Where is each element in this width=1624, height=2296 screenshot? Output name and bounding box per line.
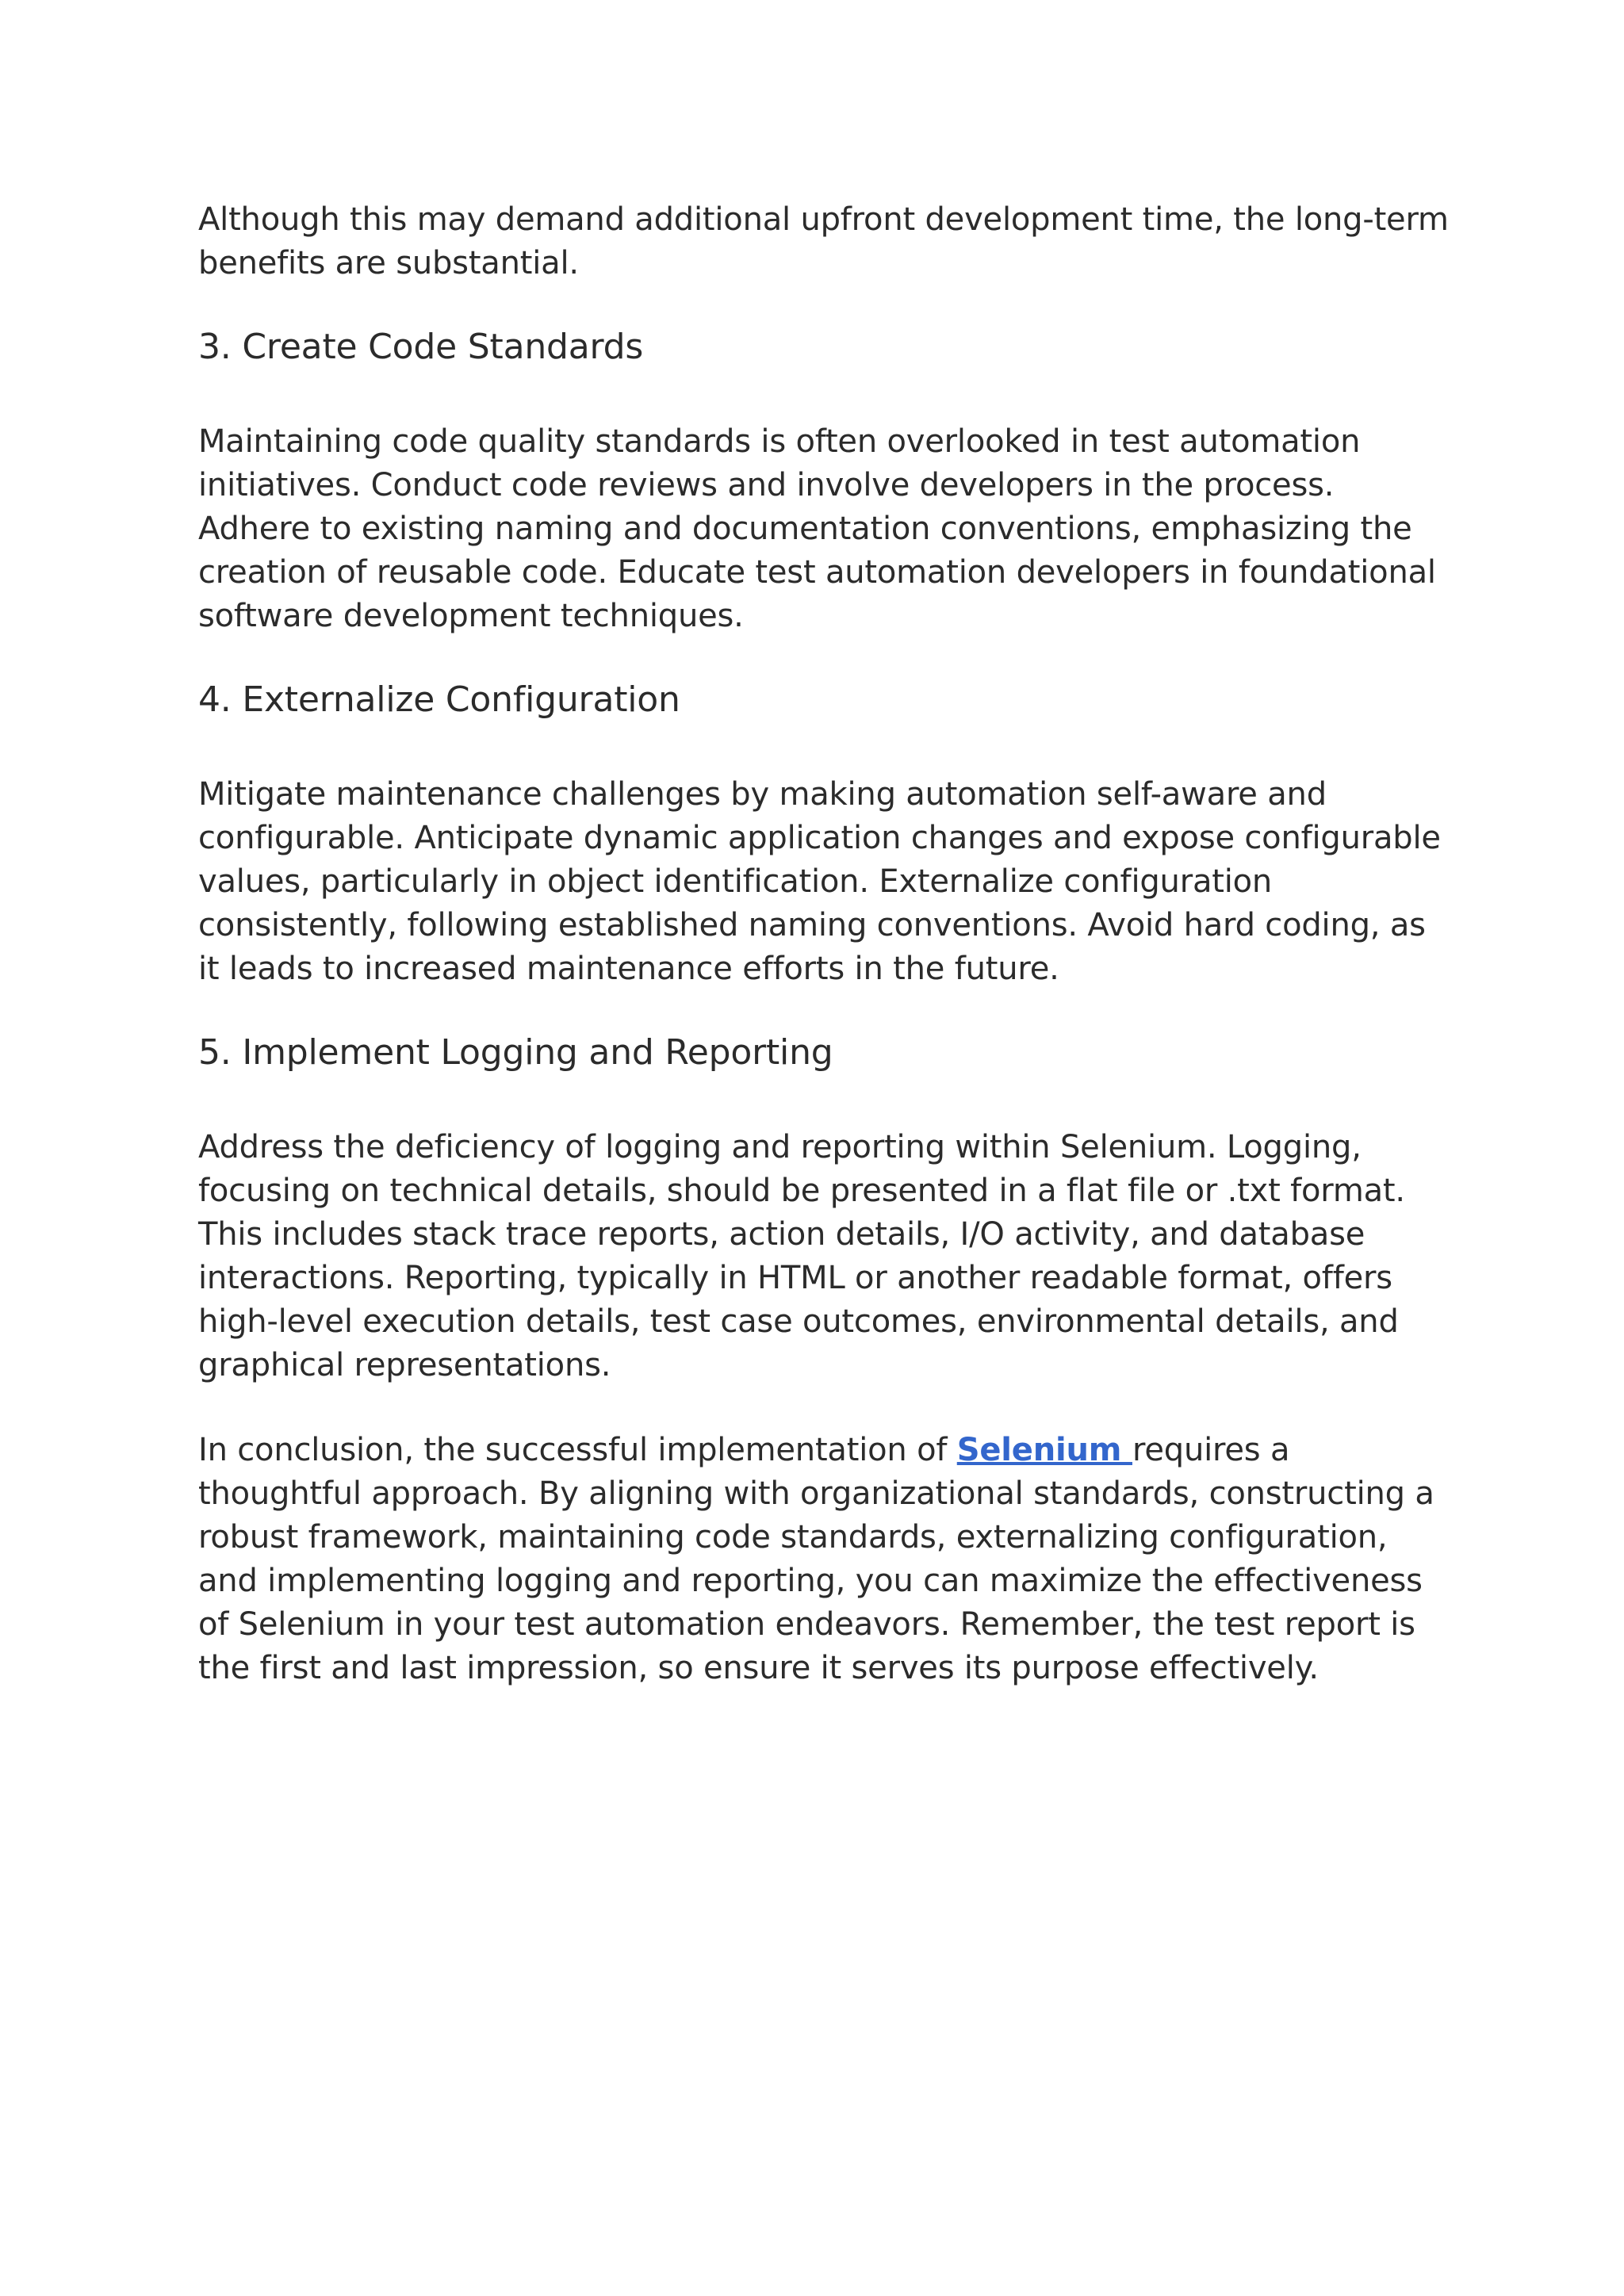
section-3-heading: 3. Create Code Standards [198,327,644,367]
section-4-heading: 4. Externalize Configuration [198,679,680,720]
section-5-heading: 5. Implement Logging and Reporting [198,1032,833,1073]
conclusion-text-start: In conclusion, the successful implementation of [198,1432,957,1468]
intro-paragraph: Although this may demand additional upfront development time, the long-term benefits are substantial. [198,201,1449,281]
conclusion-paragraph [198,1429,1451,1690]
section-5-body: Address the deficiency of logging and reporting within Selenium. Logging, focusing on technical details, should be presented in a flat file or .txt format. This includes stack trace reports, action details, I/O activity, and database interactions. Reporting, typically in HTML or another readable format, offers high-level execution details, test case outcomes, environmental details, and graphical representations. [198,1129,1405,1383]
section-3-body: Maintaining code quality standards is often overlooked in test automation initiatives. Conduct code reviews and involve developers in the process. Adhere to existing naming and documentation conventions, emphasizing the creation of reusable code. Educate test automation developers in foundational software development techniques. [198,423,1436,634]
selenium-link[interactable]: Selenium [956,1432,1132,1468]
conclusion-text-end: requires a thoughtful approach. By aligning with organizational standards, constructing a robust framework, maintaining code standards, externalizing configuration, and implementing logging and reporting, you can maximize the effectiveness of Selenium in your test automation endeavors. Remember, the test report is the first and last impression, so ensure it serves its purpose effectively. [198,1432,1434,1686]
document-content [198,198,1451,1690]
section-4-body: Mitigate maintenance challenges by making automation self-aware and configurable. Anticipate dynamic application changes and expose configurable values, particularly in object identification. Externalize configuration consistently, following established naming conventions. Avoid hard coding, as it leads to increased maintenance efforts in the future. [198,776,1441,987]
